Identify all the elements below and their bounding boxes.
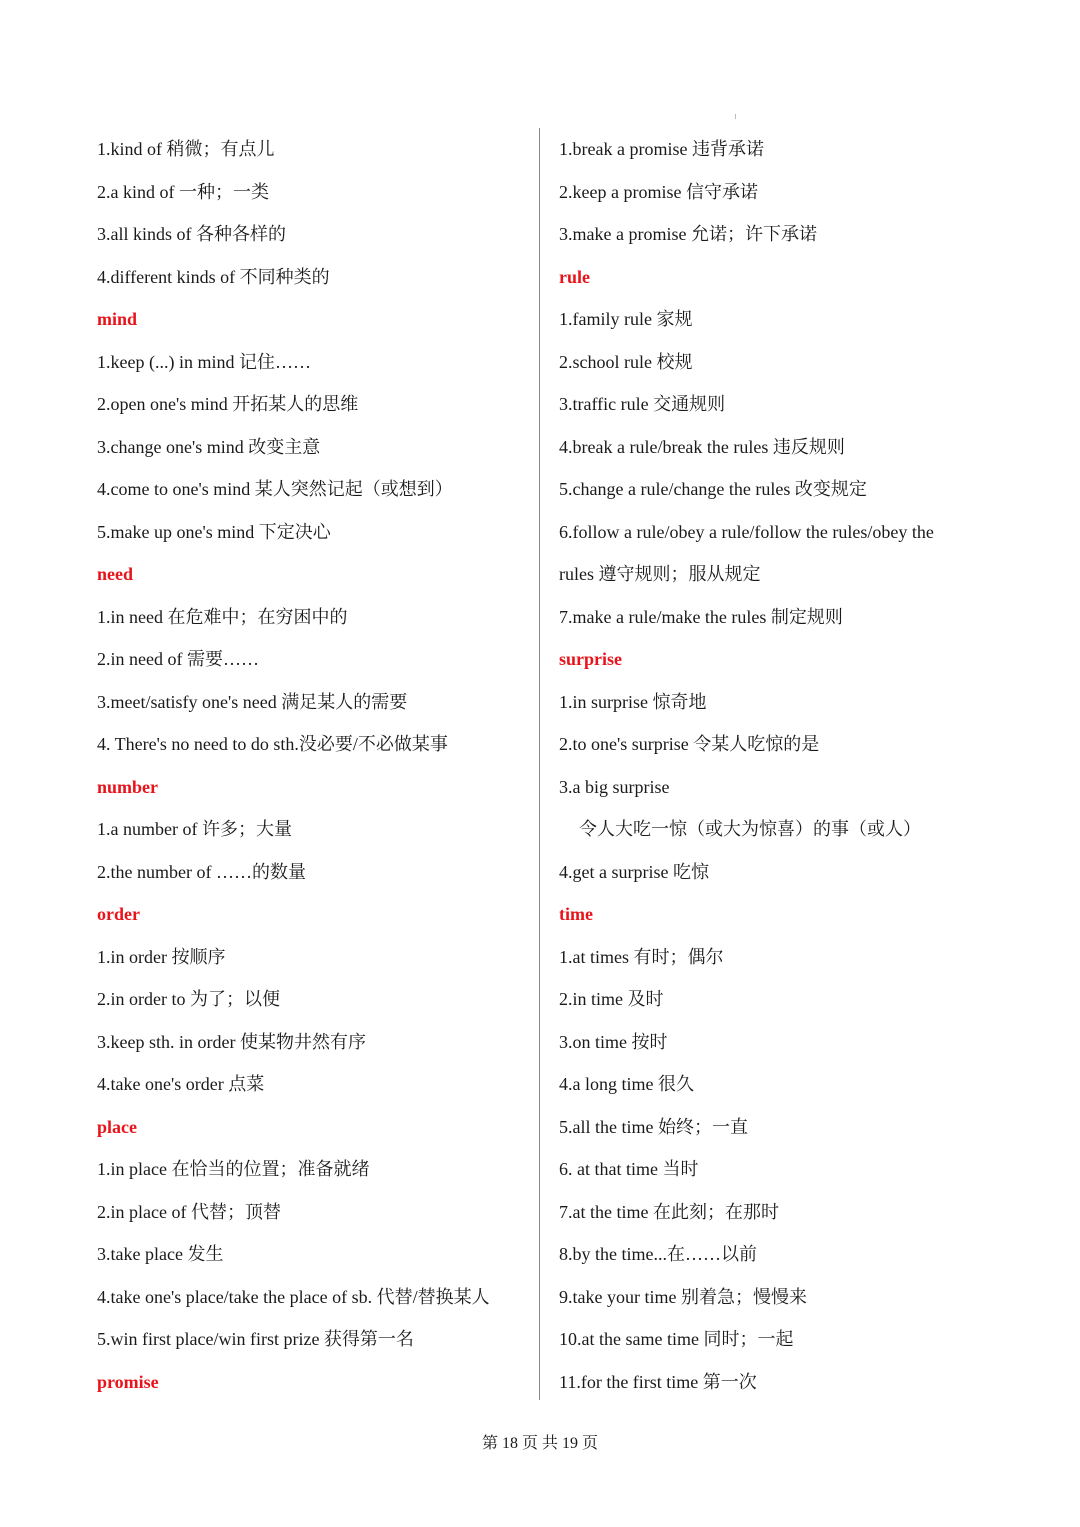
section-heading: place — [97, 1116, 137, 1137]
phrase-entry: 1.in need 在危难中；在穷困中的 — [97, 606, 348, 627]
phrase-entry: 3.all kinds of 各种各样的 — [97, 224, 286, 244]
phrase-entry: 2.to one's surprise 令某人吃惊的是 — [559, 734, 820, 754]
phrase-entry: rules 遵守规则；服从规定 — [559, 564, 761, 584]
section-heading: rule — [559, 266, 590, 287]
section-heading: order — [97, 904, 140, 924]
phrase-entry: 5.change a rule/change the rules 改变规定 — [559, 479, 867, 499]
phrase-entry: 2.in time 及时 — [559, 989, 664, 1009]
phrase-entry: 7.make a rule/make the rules 制定规则 — [559, 606, 843, 627]
phrase-entry: 1.in place 在恰当的位置；准备就绪 — [97, 1159, 370, 1179]
phrase-entry: 7.at the time 在此刻；在那时 — [559, 1201, 779, 1222]
phrase-entry: 4. There's no need to do sth.没必要/不必做某事 — [97, 734, 448, 754]
phrase-entry: 10.at the same time 同时；一起 — [559, 1329, 794, 1349]
phrase-entry: 1.keep (...) in mind 记住…… — [97, 351, 311, 372]
phrase-entry: 2.open one's mind 开拓某人的思维 — [97, 394, 359, 414]
phrase-entry: 4.take one's place/take the place of sb. 代替/替换某人 — [97, 1286, 490, 1307]
phrase-entry: 2.in order to 为了；以便 — [97, 989, 280, 1009]
phrase-entry: 3.change one's mind 改变主意 — [97, 436, 321, 457]
phrase-entry: 3.keep sth. in order 使某物井然有序 — [97, 1031, 366, 1052]
phrase-entry: 5.win first place/win first prize 获得第一名 — [97, 1329, 414, 1349]
phrase-entry: 3.meet/satisfy one's need 满足某人的需要 — [97, 691, 408, 712]
phrase-entry: 5.make up one's mind 下定决心 — [97, 521, 331, 542]
section-heading: number — [97, 776, 159, 797]
page-footer: 第 18 页 共 19 页 — [481, 1435, 598, 1452]
phrase-entry: 1.family rule 家规 — [559, 309, 693, 329]
phrase-entry: 1.in order 按顺序 — [97, 946, 226, 967]
phrase-entry: 1.a number of 许多；大量 — [97, 819, 292, 839]
scan-mark — [735, 114, 736, 119]
phrase-entry: 9.take your time 别着急；慢慢来 — [559, 1286, 807, 1307]
phrase-entry: 2.keep a promise 信守承诺 — [559, 181, 758, 202]
phrase-entry: 3.on time 按时 — [559, 1031, 668, 1052]
section-heading: time — [559, 904, 593, 924]
phrase-entry: 1.in surprise 惊奇地 — [559, 691, 707, 712]
phrase-entry: 4.come to one's mind 某人突然记起（或想到） — [97, 479, 453, 499]
phrase-entry: 1.break a promise 违背承诺 — [559, 139, 764, 159]
section-heading: mind — [97, 309, 138, 329]
phrase-entry: 4.different kinds of 不同种类的 — [97, 266, 330, 287]
phrase-entry: 3.take place 发生 — [97, 1244, 224, 1264]
phrase-entry: 6.follow a rule/obey a rule/follow the rules/obey the — [559, 521, 934, 542]
phrase-entry: 3.make a promise 允诺；许下承诺 — [559, 224, 817, 244]
phrase-entry: 2.the number of ……的数量 — [97, 861, 306, 882]
phrase-entry: 4.take one's order 点菜 — [97, 1074, 265, 1094]
phrase-entry: 1.kind of 稍微；有点儿 — [97, 139, 275, 159]
phrase-entry: 2.in need of 需要…… — [97, 649, 259, 669]
phrase-entry: 8.by the time...在……以前 — [559, 1244, 757, 1264]
phrase-entry: 5.all the time 始终；一直 — [559, 1116, 748, 1137]
phrase-entry: 6. at that time 当时 — [559, 1159, 699, 1179]
phrase-entry: 1.at times 有时；偶尔 — [559, 946, 724, 967]
phrase-entry: 4.break a rule/break the rules 违反规则 — [559, 436, 845, 457]
phrase-entry: 3.traffic rule 交通规则 — [559, 394, 726, 414]
section-heading: promise — [97, 1371, 159, 1392]
column-divider — [539, 128, 540, 1400]
phrase-entry: 令人大吃一惊（或大为惊喜）的事（或人） — [579, 819, 921, 839]
section-heading: surprise — [559, 649, 622, 669]
phrase-entry: 11.for the first time 第一次 — [559, 1371, 757, 1392]
phrase-entry: 4.a long time 很久 — [559, 1074, 694, 1094]
phrase-entry: 2.a kind of 一种；一类 — [97, 181, 269, 202]
phrase-entry: 4.get a surprise 吃惊 — [559, 861, 709, 882]
right-column — [559, 128, 979, 1403]
phrase-entry: 2.school rule 校规 — [559, 351, 693, 372]
phrase-entry: 3.a big surprise — [559, 776, 670, 797]
section-heading: need — [97, 564, 133, 584]
left-column — [97, 128, 527, 1403]
phrase-entry: 2.in place of 代替；顶替 — [97, 1201, 281, 1222]
